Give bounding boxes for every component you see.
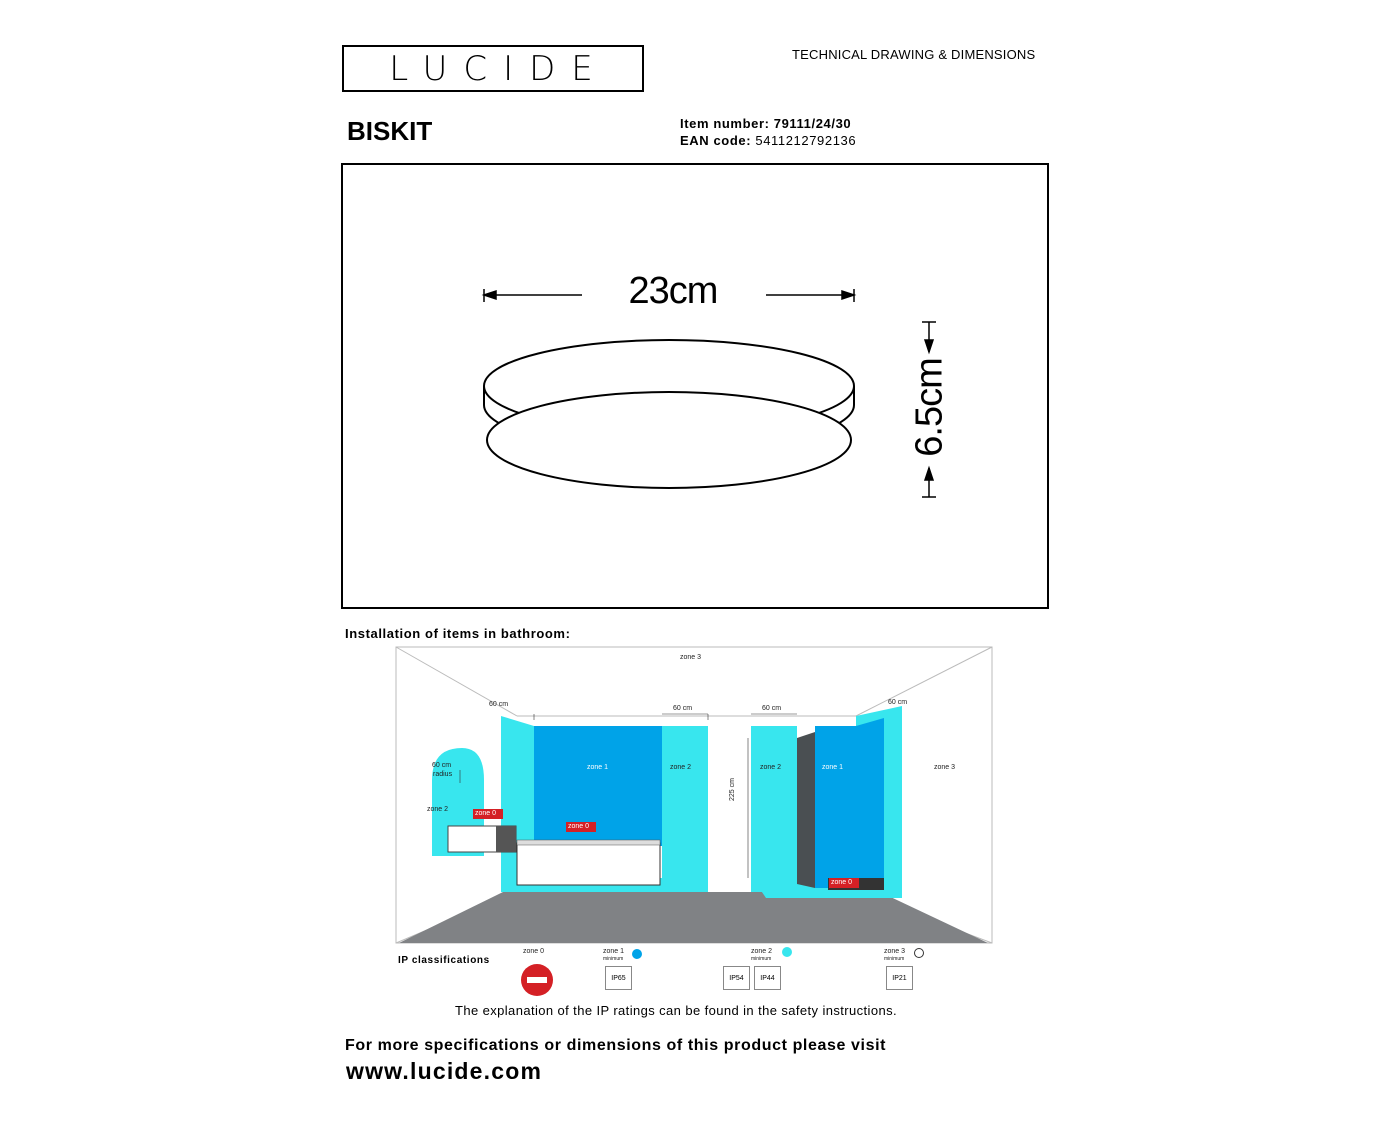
mid-60cm-label-a: 60 cm xyxy=(673,705,693,712)
shower-zone0-label: zone 0 xyxy=(831,879,853,886)
bath-zone1 xyxy=(534,726,662,846)
website-link[interactable]: www.lucide.com xyxy=(346,1058,543,1084)
bath-zone2-label: zone 2 xyxy=(670,764,692,771)
bath-zone0-label: zone 0 xyxy=(568,823,590,830)
zone3-top-label: zone 3 xyxy=(680,654,702,661)
height-dimension-label: 6.5cm xyxy=(908,358,951,457)
bath-zone2 xyxy=(662,726,708,892)
shower-zone1 xyxy=(815,726,856,888)
shower-glass xyxy=(797,732,815,888)
shower-zone2 xyxy=(751,726,797,892)
sink-zone2-label: zone 2 xyxy=(427,806,449,813)
ip-ratings-note: The explanation of the IP ratings can be found in the safety instructions. xyxy=(455,1003,898,1018)
no-entry-icon xyxy=(520,963,556,999)
ip-zone3-label: zone 3 xyxy=(884,948,906,955)
ip-zone1-minimum: minimum xyxy=(603,956,624,962)
item-number-label: Item number: xyxy=(680,116,770,131)
ip-zone1-box: IP65 xyxy=(605,966,632,990)
footer-text: For more specifications or dimensions of this product please visit xyxy=(345,1037,887,1054)
ip-classifications-title: IP classifications xyxy=(398,955,490,966)
zone2-color-dot-icon xyxy=(781,946,793,958)
right-zone3-label: zone 3 xyxy=(934,764,956,771)
ip-zone0-label: zone 0 xyxy=(523,948,545,955)
bathroom-floor xyxy=(399,892,988,943)
zone3-color-dot-icon xyxy=(913,947,925,959)
ip-zone2-minimum: minimum xyxy=(751,956,772,962)
ip-zone3-box: IP21 xyxy=(886,966,913,990)
shower-zone1-label: zone 1 xyxy=(822,764,844,771)
bath-zone1-label: zone 1 xyxy=(587,764,609,771)
item-number-value: 79111/24/30 xyxy=(773,116,852,131)
ean-label: EAN code: xyxy=(680,133,752,148)
zone1-color-dot-icon xyxy=(631,948,643,960)
brand-logo: LUCIDE xyxy=(389,48,609,89)
ip-zone2-label: zone 2 xyxy=(751,948,773,955)
ip-zone2-box-b: IP44 xyxy=(754,966,781,990)
page-title: TECHNICAL DRAWING & DIMENSIONS xyxy=(792,47,1036,62)
radius-label-b: radius xyxy=(433,771,453,778)
width-dimension-label: 23cm xyxy=(628,270,718,312)
ip-zone3-minimum: minimum xyxy=(884,956,905,962)
right-60cm-label: 60 cm xyxy=(888,699,908,706)
shower-zone2-label: zone 2 xyxy=(760,764,782,771)
product-name: BISKIT xyxy=(347,116,433,146)
ean-value: 5411212792136 xyxy=(755,133,857,148)
height-225cm-label: 225 cm xyxy=(728,778,736,801)
left-60cm-label: 60 cm xyxy=(489,701,509,708)
installation-title: Installation of items in bathroom: xyxy=(345,626,571,641)
mid-60cm-label-b: 60 cm xyxy=(762,705,782,712)
ip-zone1-label: zone 1 xyxy=(603,948,625,955)
sink-zone0-label: zone 0 xyxy=(475,810,497,817)
radius-label-a: 60 cm xyxy=(432,762,452,769)
bathtub xyxy=(517,843,660,885)
ip-zone2-box-a: IP54 xyxy=(723,966,750,990)
